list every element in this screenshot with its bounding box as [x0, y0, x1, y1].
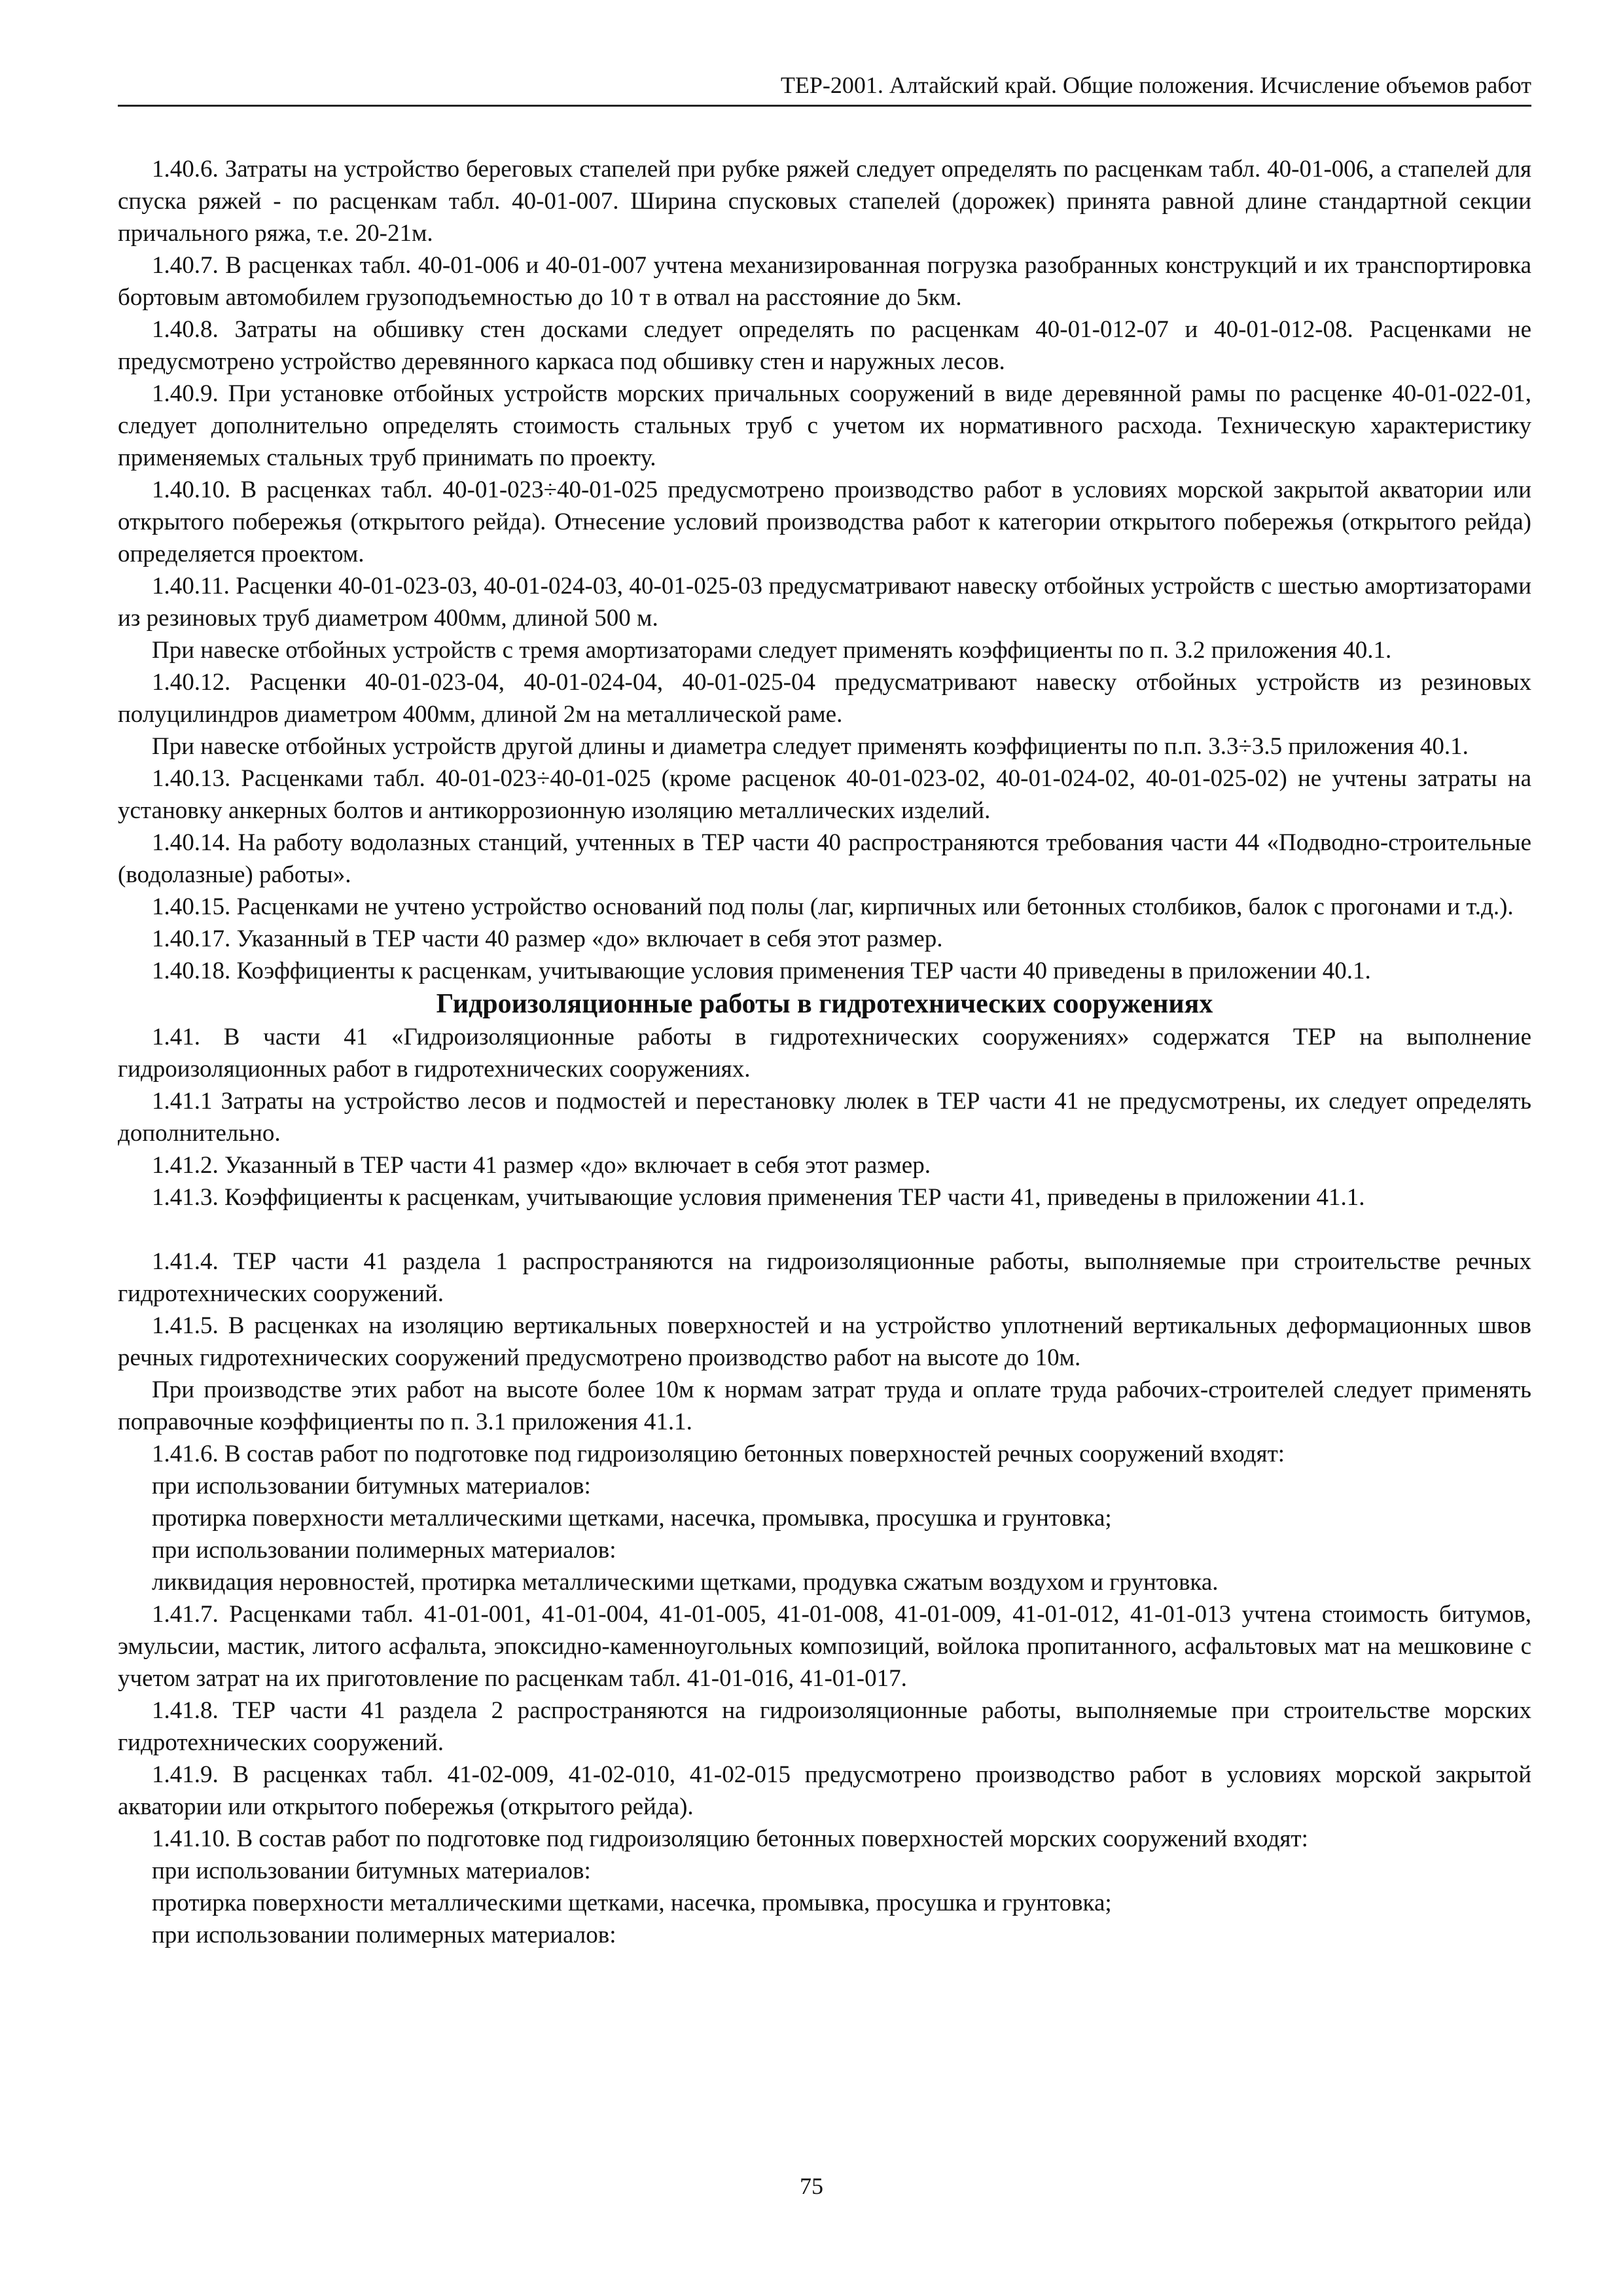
blank-line: [118, 1213, 1531, 1246]
list-line: протирка поверхности металлическими щетками, насечка, промывка, просушка и грунтовка;: [152, 1505, 1112, 1532]
paragraph: 1.40.10. В расценках табл. 40-01-023÷40-01-025 предусмотрено производство работ в условиях морской закрытой акватории или открытого побережья (открытого рейда). Отнесение условий производства работ к категории открытого побережья (открытого рейда) определяется проектом.: [118, 476, 1531, 567]
list-line: при использовании битумных материалов:: [152, 1857, 591, 1884]
paragraph: 1.41. В части 41 «Гидроизоляционные работы в гидротехнических сооружениях» содержатся ТЕР на выполнение гидроизоляционных работ в гидротехнических сооружениях.: [118, 1024, 1531, 1083]
document-body: [118, 153, 1531, 1951]
paragraph: При навеске отбойных устройств с тремя амортизаторами следует применять коэффициенты по п. 3.2 приложения 40.1.: [152, 637, 1392, 664]
paragraph: 1.41.6. В состав работ по подготовке под гидроизоляцию бетонных поверхностей речных сооружений входят:: [152, 1441, 1285, 1467]
page-number: 75: [800, 2173, 823, 2199]
paragraph: 1.41.9. В расценках табл. 41-02-009, 41-02-010, 41-02-015 предусмотрено производство работ в условиях морской закрытой акватории или открытого побережья (открытого рейда).: [118, 1761, 1531, 1820]
paragraph: При навеске отбойных устройств другой длины и диаметра следует применять коэффициенты по п.п. 3.3÷3.5 приложения 40.1.: [152, 733, 1469, 760]
paragraph: 1.40.13. Расценками табл. 40-01-023÷40-01-025 (кроме расценок 40-01-023-02, 40-01-024-02, 40-01-025-02) не учтены затраты на установку анкерных болтов и антикоррозионную изоляцию металлических изделий.: [118, 765, 1531, 824]
paragraph: 1.40.11. Расценки 40-01-023-03, 40-01-024-03, 40-01-025-03 предусматривают навеску отбойных устройств с шестью амортизаторами из резиновых труб диаметром 400мм, длиной 500 м.: [118, 573, 1531, 632]
paragraph: 1.41.5. В расценках на изоляцию вертикальных поверхностей и на устройство уплотнений вертикальных деформационных швов речных гидротехнических сооружений предусмотрено производство работ на высоте до 10м.: [118, 1312, 1531, 1371]
paragraph: 1.40.12. Расценки 40-01-023-04, 40-01-024-04, 40-01-025-04 предусматривают навеску отбойных устройств из резиновых полуцилиндров диаметром 400мм, длиной 2м на металлической раме.: [118, 669, 1531, 728]
list-line: при использовании полимерных материалов:: [152, 1537, 616, 1564]
paragraph: 1.40.17. Указанный в ТЕР части 40 размер «до» включает в себя этот размер.: [152, 925, 943, 952]
list-line: при использовании битумных материалов:: [152, 1473, 591, 1499]
paragraph: 1.40.18. Коэффициенты к расценкам, учитывающие условия применения ТЕР части 40 приведены в приложении 40.1.: [152, 958, 1371, 984]
running-header: ТЕР-2001. Алтайский край. Общие положения. Исчисление объемов работ: [118, 71, 1531, 107]
paragraph: 1.40.8. Затраты на обшивку стен досками следует определять по расценкам 40-01-012-07 и 40-01-012-08. Расценками не предусмотрено устройство деревянного каркаса под обшивку стен и наружных лесов.: [118, 316, 1531, 375]
paragraph: 1.41.4. ТЕР части 41 раздела 1 распространяются на гидроизоляционные работы, выполняемые при строительстве речных гидротехнических сооружений.: [118, 1248, 1531, 1307]
section-title: Гидроизоляционные работы в гидротехнических сооружениях: [436, 989, 1213, 1019]
paragraph: 1.40.14. На работу водолазных станций, учтенных в ТЕР части 40 распространяются требования части 44 «Подводно-строительные (водолазные) работы».: [118, 829, 1531, 888]
paragraph: 1.41.1 Затраты на устройство лесов и подмостей и перестановку люлек в ТЕР части 41 не предусмотрены, их следует определять дополнительно.: [118, 1088, 1531, 1147]
section-part-40: [118, 153, 1531, 987]
paragraph: При производстве этих работ на высоте более 10м к нормам затрат труда и оплате труда рабочих-строителей следует применять поправочные коэффициенты по п. 3.1 приложения 41.1.: [118, 1376, 1531, 1435]
list-line: протирка поверхности металлическими щетками, насечка, промывка, просушка и грунтовка;: [152, 1890, 1112, 1916]
paragraph: 1.41.7. Расценками табл. 41-01-001, 41-01-004, 41-01-005, 41-01-008, 41-01-009, 41-01-012, 41-01-013 учтена стоимость битумов, эмульсии, мастик, литого асфальта, эпоксидно-каменноугольных композиций, войлока пропитанного, асфальтовых мат на мешковине с учетом затрат на их приготовление по расценкам табл. 41-01-016, 41-01-017.: [118, 1601, 1531, 1692]
paragraph: 1.41.10. В состав работ по подготовке под гидроизоляцию бетонных поверхностей морских сооружений входят:: [152, 1825, 1308, 1852]
paragraph: 1.41.3. Коэффициенты к расценкам, учитывающие условия применения ТЕР части 41, приведены в приложении 41.1.: [152, 1184, 1365, 1211]
paragraph: 1.41.8. ТЕР части 41 раздела 2 распространяются на гидроизоляционные работы, выполняемые при строительстве морских гидротехнических сооружений.: [118, 1697, 1531, 1756]
paragraph: 1.41.2. Указанный в ТЕР части 41 размер «до» включает в себя этот размер.: [152, 1152, 931, 1179]
section-part-41: [118, 1021, 1531, 1951]
paragraph: 1.40.9. При установке отбойных устройств морских причальных сооружений в виде деревянной рамы по расценке 40-01-022-01, следует дополнительно определять стоимость стальных труб с учетом их нормативного расхода. Техническую характеристику применяемых стальных труб принимать по проекту.: [118, 380, 1531, 471]
paragraph: 1.40.6. Затраты на устройство береговых стапелей при рубке ряжей следует определять по расценкам табл. 40-01-006, а стапелей для спуска ряжей - по расценкам табл. 40-01-007. Ширина спусковых стапелей (дорожек) принята равной длине стандартной секции причального ряжа, т.е. 20-21м.: [118, 156, 1531, 247]
list-line: при использовании полимерных материалов:: [152, 1922, 616, 1948]
paragraph: 1.40.7. В расценках табл. 40-01-006 и 40-01-007 учтена механизированная погрузка разобранных конструкций и их транспортировка бортовым автомобилем грузоподъемностью до 10 т в отвал на расстояние до 5км.: [118, 252, 1531, 311]
list-line: ликвидация неровностей, протирка металлическими щетками, продувка сжатым воздухом и грунтовка.: [152, 1569, 1219, 1596]
paragraph: 1.40.15. Расценками не учтено устройство оснований под полы (лаг, кирпичных или бетонных столбиков, балок с прогонами и т.д.).: [152, 893, 1514, 920]
